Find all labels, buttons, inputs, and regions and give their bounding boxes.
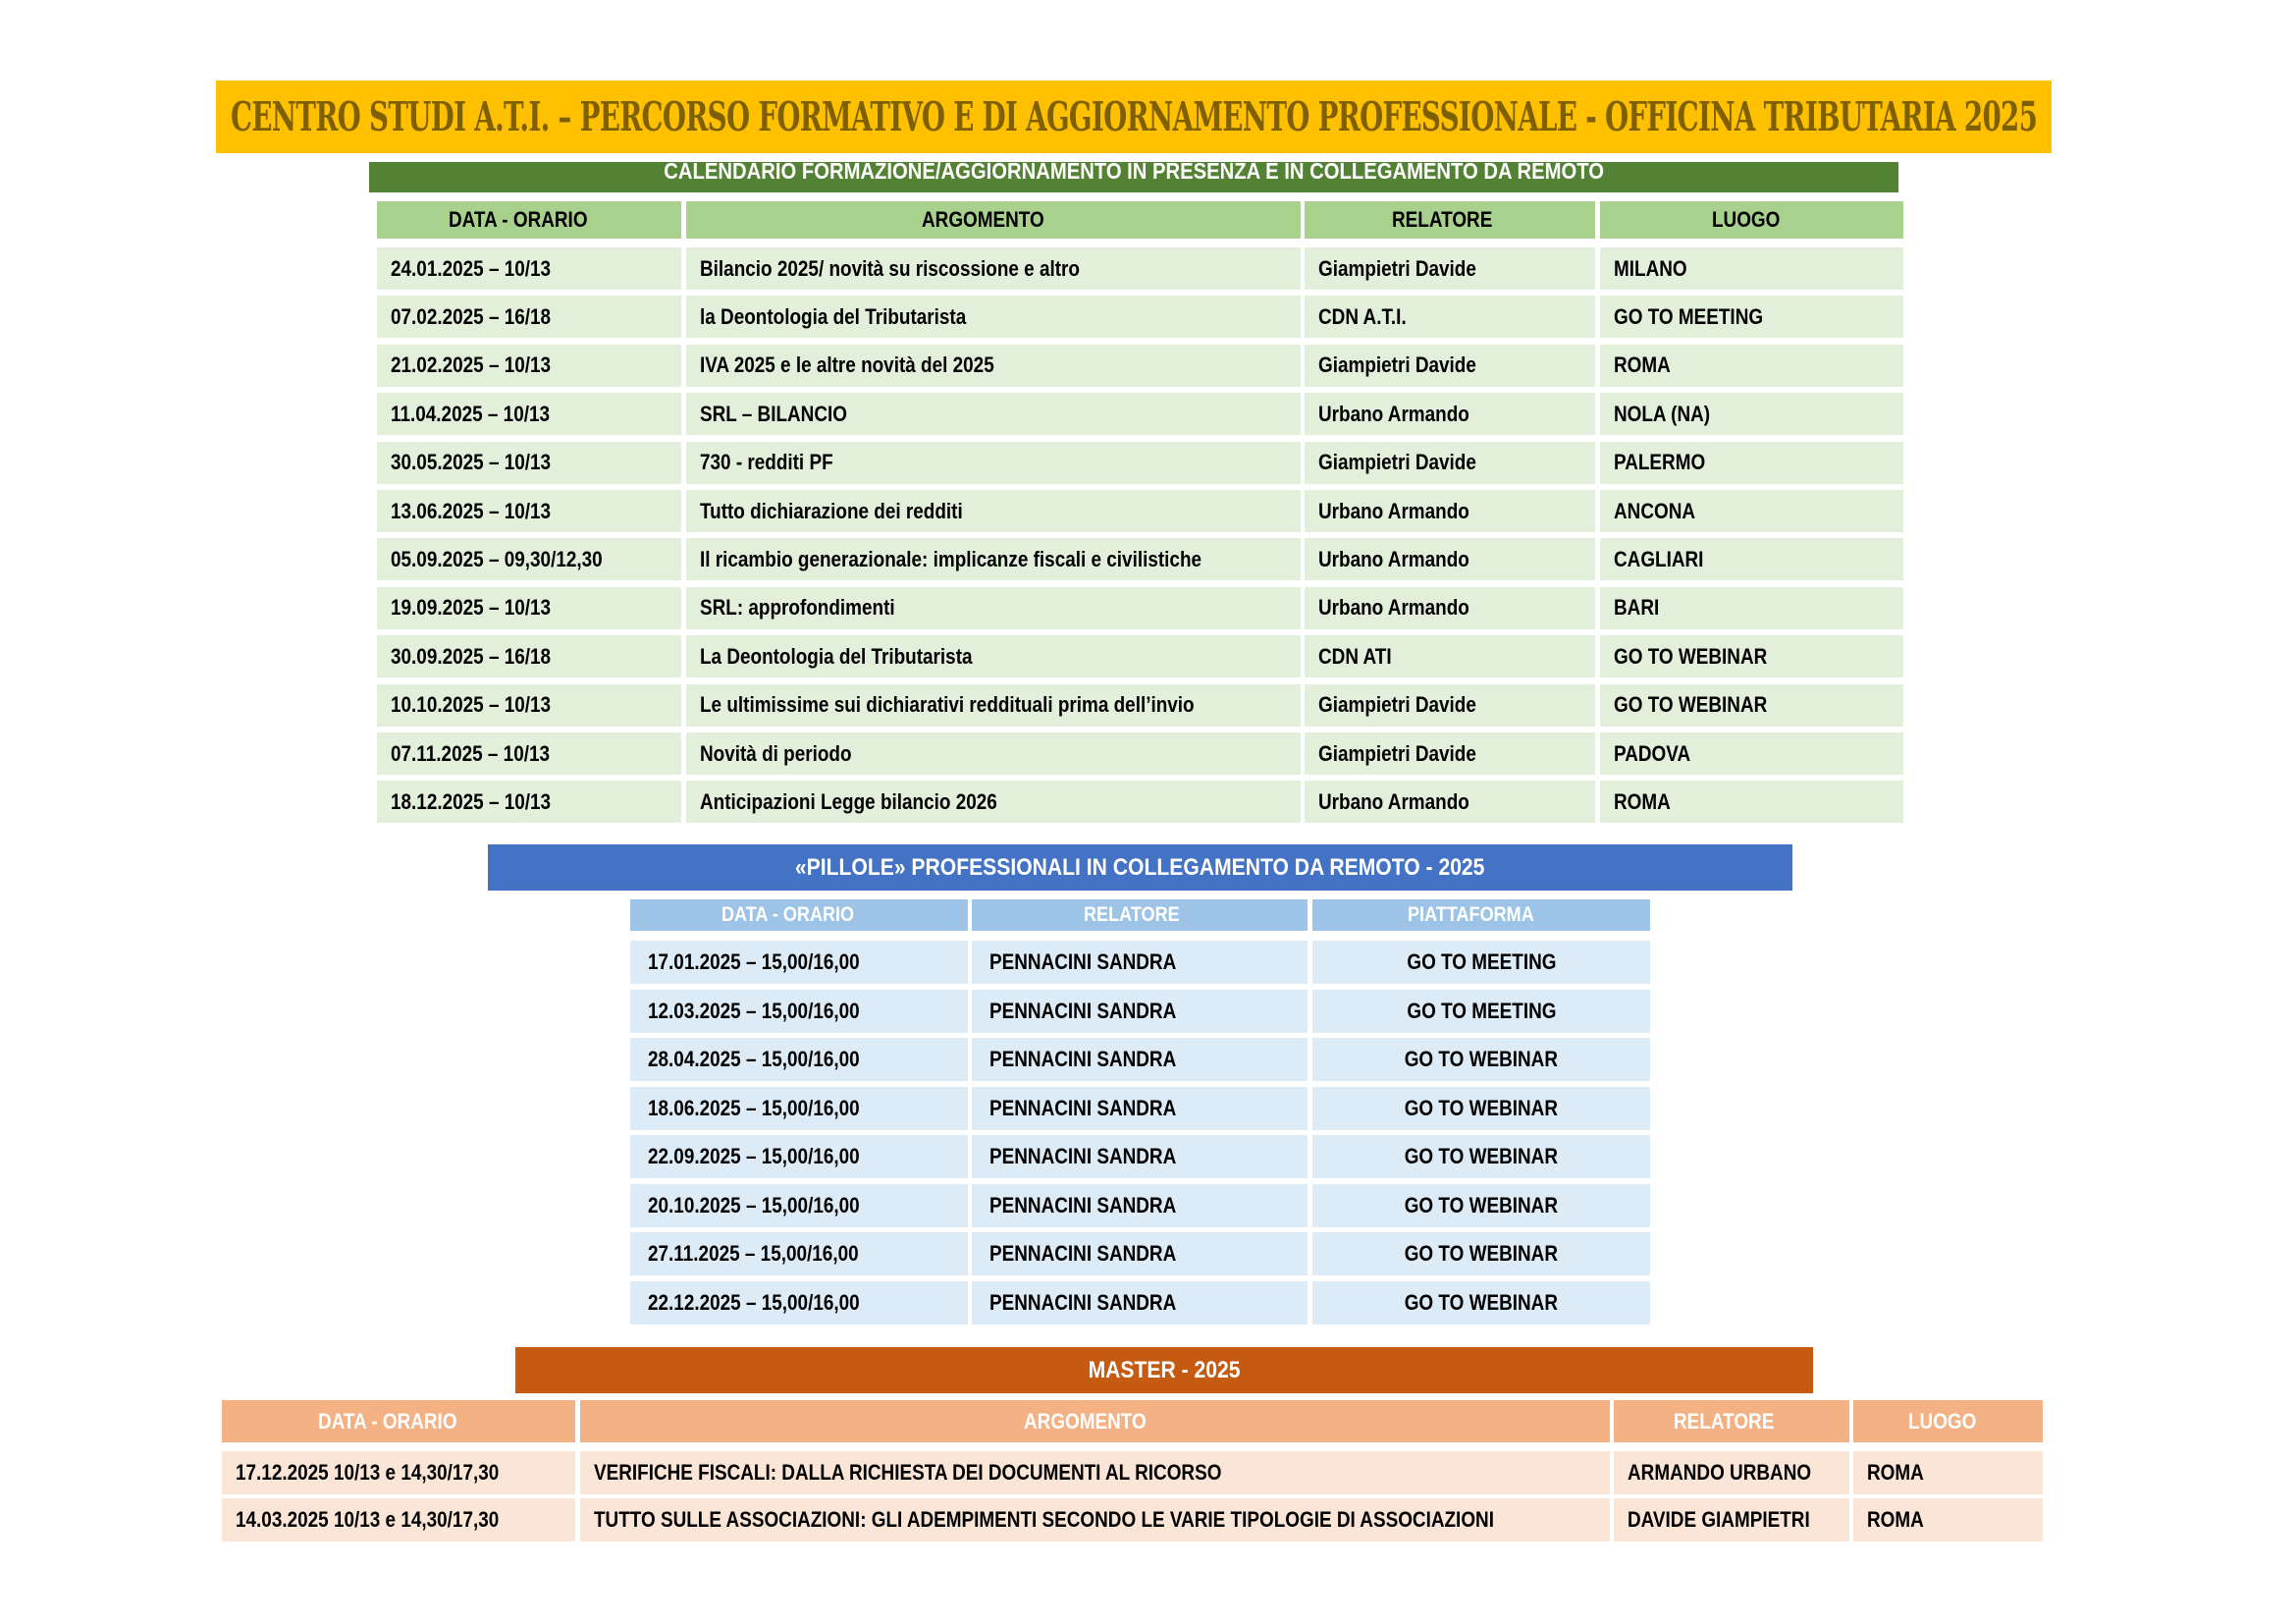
cell-text: Giampietri Davide bbox=[1318, 255, 1476, 281]
table-cell-relatore bbox=[1305, 538, 1595, 580]
table-cell-data-orario bbox=[222, 1498, 575, 1542]
table-row bbox=[377, 490, 1903, 532]
table-row bbox=[222, 1451, 2043, 1494]
cell-text: ARMANDO URBANO bbox=[1628, 1460, 1812, 1485]
cell-text: ROMA bbox=[1867, 1460, 1924, 1485]
table-cell-relatore bbox=[1305, 635, 1595, 677]
cell-text: ROMA bbox=[1867, 1507, 1924, 1532]
cell-text: ROMA bbox=[1614, 788, 1671, 814]
cell-text: Urbano Armando bbox=[1318, 498, 1469, 523]
table-row bbox=[630, 1184, 1650, 1227]
table-row bbox=[630, 1281, 1650, 1325]
table-cell-relatore bbox=[1305, 732, 1595, 775]
cell-text: DATA - ORARIO bbox=[448, 207, 588, 232]
table-row bbox=[630, 941, 1650, 984]
cell-text: 17.12.2025 10/13 e 14,30/17,30 bbox=[236, 1460, 500, 1485]
cell-text: Urbano Armando bbox=[1318, 401, 1469, 426]
cell-text: PIATTAFORMA bbox=[1408, 903, 1534, 926]
column-header-argomento bbox=[580, 1400, 1610, 1442]
table-cell-argomento bbox=[686, 684, 1301, 727]
table-cell-relatore bbox=[972, 990, 1308, 1033]
table-cell-piattaforma bbox=[1312, 990, 1650, 1033]
table-cell-luogo bbox=[1600, 345, 1903, 387]
table-row bbox=[377, 345, 1903, 387]
cell-text: Giampietri Davide bbox=[1318, 352, 1476, 378]
table-cell-data-orario bbox=[377, 538, 681, 580]
pillole-header-row bbox=[630, 899, 1650, 931]
table-cell-argomento bbox=[686, 247, 1301, 290]
cell-text: GO TO WEBINAR bbox=[1614, 643, 1768, 669]
cell-text: 14.03.2025 10/13 e 14,30/17,30 bbox=[236, 1507, 500, 1532]
table-cell-relatore bbox=[1305, 684, 1595, 727]
table-cell-relatore bbox=[1305, 781, 1595, 823]
cell-text: GO TO WEBINAR bbox=[1404, 1047, 1559, 1071]
table-row bbox=[377, 587, 1903, 629]
cell-text: RELATORE bbox=[1084, 903, 1180, 926]
table-cell-relatore bbox=[972, 941, 1308, 984]
calendar-section-heading bbox=[369, 158, 1898, 192]
cell-text: ROMA bbox=[1614, 352, 1671, 378]
table-cell-relatore bbox=[1305, 490, 1595, 532]
cell-text: 22.12.2025 – 15,00/16,00 bbox=[648, 1289, 860, 1315]
cell-text: Giampietri Davide bbox=[1318, 692, 1476, 718]
cell-text: GO TO WEBINAR bbox=[1404, 1095, 1559, 1120]
table-cell-luogo bbox=[1600, 442, 1903, 484]
cell-text: 30.05.2025 – 10/13 bbox=[391, 450, 552, 475]
cell-text: Anticipazioni Legge bilancio 2026 bbox=[700, 788, 997, 814]
cell-text: SRL – BILANCIO bbox=[700, 401, 847, 426]
table-cell-data-orario bbox=[377, 247, 681, 290]
cell-text: LUOGO bbox=[1908, 1408, 1977, 1434]
table-row bbox=[630, 1087, 1650, 1130]
table-cell-data-orario bbox=[377, 635, 681, 677]
table-cell-argomento bbox=[686, 490, 1301, 532]
cell-text: La Deontologia del Tributarista bbox=[700, 643, 973, 669]
cell-text: IVA 2025 e le altre novità del 2025 bbox=[700, 352, 994, 378]
table-cell-data-orario bbox=[377, 732, 681, 775]
cell-text: Tutto dichiarazione dei redditi bbox=[700, 498, 963, 523]
table-cell-relatore bbox=[972, 1038, 1308, 1081]
table-row bbox=[630, 1232, 1650, 1275]
cell-text: PENNACINI SANDRA bbox=[989, 1192, 1177, 1218]
table-cell-piattaforma bbox=[1312, 941, 1650, 984]
table-cell-relatore bbox=[972, 1135, 1308, 1178]
cell-text: PENNACINI SANDRA bbox=[989, 998, 1177, 1023]
column-header-luogo bbox=[1600, 201, 1903, 239]
title-banner bbox=[216, 81, 2052, 153]
table-cell-data-orario bbox=[377, 345, 681, 387]
cell-text: 22.09.2025 – 15,00/16,00 bbox=[648, 1144, 860, 1168]
table-cell-data-orario bbox=[377, 393, 681, 435]
cell-text: 18.06.2025 – 15,00/16,00 bbox=[648, 1095, 860, 1120]
table-cell-relatore bbox=[1305, 296, 1595, 338]
cell-text: 12.03.2025 – 15,00/16,00 bbox=[648, 998, 860, 1023]
cell-text: GO TO MEETING bbox=[1614, 303, 1764, 329]
cell-text: RELATORE bbox=[1391, 207, 1492, 232]
table-cell-luogo bbox=[1600, 296, 1903, 338]
table-cell-argomento bbox=[686, 442, 1301, 484]
cell-text: Giampietri Davide bbox=[1318, 740, 1476, 766]
table-cell-piattaforma bbox=[1312, 1038, 1650, 1081]
calendar-heading-text: CALENDARIO FORMAZIONE/AGGIORNAMENTO IN PRESENZA E IN COLLEGAMENTO DA REMOTO bbox=[664, 158, 1604, 184]
cell-text: GO TO WEBINAR bbox=[1404, 1192, 1559, 1218]
cell-text: GO TO WEBINAR bbox=[1614, 692, 1768, 718]
cell-text: PENNACINI SANDRA bbox=[989, 949, 1177, 974]
table-cell-argomento bbox=[686, 781, 1301, 823]
table-cell-data-orario bbox=[377, 296, 681, 338]
master-heading-text: MASTER - 2025 bbox=[1088, 1356, 1241, 1383]
cell-text: PENNACINI SANDRA bbox=[989, 1047, 1177, 1071]
table-cell-data-orario bbox=[377, 442, 681, 484]
table-cell-argomento bbox=[580, 1451, 1610, 1494]
table-row bbox=[377, 442, 1903, 484]
cell-text: GO TO MEETING bbox=[1406, 949, 1557, 974]
cell-text: MILANO bbox=[1614, 255, 1687, 281]
cell-text: Novità di periodo bbox=[700, 740, 852, 766]
table-cell-luogo bbox=[1600, 635, 1903, 677]
table-cell-relatore bbox=[1614, 1451, 1849, 1494]
table-cell-relatore bbox=[1305, 345, 1595, 387]
cell-text: la Deontologia del Tributarista bbox=[700, 303, 967, 329]
cell-text: Urbano Armando bbox=[1318, 595, 1469, 621]
table-row bbox=[377, 538, 1903, 580]
cell-text: Urbano Armando bbox=[1318, 546, 1469, 571]
master-header-row bbox=[222, 1400, 2043, 1442]
table-cell-luogo bbox=[1600, 732, 1903, 775]
cell-text: GO TO WEBINAR bbox=[1404, 1144, 1559, 1168]
table-cell-luogo bbox=[1853, 1498, 2043, 1542]
column-header-data-orario bbox=[377, 201, 681, 239]
table-cell-luogo bbox=[1600, 490, 1903, 532]
calendar-header-row bbox=[377, 201, 1903, 239]
table-cell-relatore bbox=[1305, 247, 1595, 290]
cell-text: GO TO WEBINAR bbox=[1404, 1241, 1559, 1266]
cell-text: Il ricambio generazionale: implicanze fiscali e civilistiche bbox=[700, 546, 1202, 571]
table-cell-luogo bbox=[1600, 781, 1903, 823]
table-cell-luogo bbox=[1600, 684, 1903, 727]
table-row bbox=[630, 990, 1650, 1033]
cell-text: 19.09.2025 – 10/13 bbox=[391, 595, 552, 621]
table-cell-luogo bbox=[1600, 247, 1903, 290]
table-cell-piattaforma bbox=[1312, 1135, 1650, 1178]
table-cell-relatore bbox=[972, 1232, 1308, 1275]
cell-text: PENNACINI SANDRA bbox=[989, 1095, 1177, 1120]
cell-text: PENNACINI SANDRA bbox=[989, 1144, 1177, 1168]
cell-text: 17.01.2025 – 15,00/16,00 bbox=[648, 949, 860, 974]
table-row bbox=[222, 1498, 2043, 1542]
cell-text: SRL: approfondimenti bbox=[700, 595, 895, 621]
pillole-heading-text: «PILLOLE» PROFESSIONALI IN COLLEGAMENTO DA REMOTO - 2025 bbox=[795, 853, 1485, 881]
table-cell-data-orario bbox=[630, 1281, 968, 1325]
cell-text: BARI bbox=[1614, 595, 1660, 621]
table-cell-luogo bbox=[1853, 1451, 2043, 1494]
cell-text: GO TO MEETING bbox=[1406, 998, 1557, 1023]
cell-text: 27.11.2025 – 15,00/16,00 bbox=[648, 1241, 859, 1266]
cell-text: DATA - ORARIO bbox=[317, 1408, 457, 1434]
page-title: CENTRO STUDI A.T.I. – PERCORSO FORMATIVO E DI AGGIORNAMENTO PROFESSIONALE - OFFICINA TRIBUTARIA 2025 bbox=[230, 93, 2038, 140]
cell-text: 24.01.2025 – 10/13 bbox=[391, 255, 552, 281]
cell-text: 18.12.2025 – 10/13 bbox=[391, 788, 552, 814]
column-header-relatore bbox=[972, 899, 1308, 931]
table-cell-relatore bbox=[1305, 442, 1595, 484]
cell-text: CAGLIARI bbox=[1614, 546, 1704, 571]
table-row bbox=[630, 1135, 1650, 1178]
cell-text: 13.06.2025 – 10/13 bbox=[391, 498, 552, 523]
column-header-data-orario bbox=[630, 899, 968, 931]
table-cell-relatore bbox=[1614, 1498, 1849, 1542]
table-cell-argomento bbox=[580, 1498, 1610, 1542]
column-header-relatore bbox=[1305, 201, 1595, 239]
table-cell-argomento bbox=[686, 635, 1301, 677]
table-cell-piattaforma bbox=[1312, 1281, 1650, 1325]
cell-text: CDN A.T.I. bbox=[1318, 303, 1407, 329]
cell-text: 20.10.2025 – 15,00/16,00 bbox=[648, 1192, 860, 1218]
table-row bbox=[377, 247, 1903, 290]
table-cell-piattaforma bbox=[1312, 1232, 1650, 1275]
cell-text: TUTTO SULLE ASSOCIAZIONI: GLI ADEMPIMENTI SECONDO LE VARIE TIPOLOGIE DI ASSOCIAZIONI bbox=[594, 1507, 1494, 1532]
table-cell-data-orario bbox=[377, 684, 681, 727]
cell-text: Le ultimissime sui dichiarativi reddituali prima dell’invio bbox=[700, 692, 1195, 718]
table-row bbox=[377, 296, 1903, 338]
table-cell-data-orario bbox=[630, 990, 968, 1033]
column-header-data-orario bbox=[222, 1400, 575, 1442]
table-cell-argomento bbox=[686, 393, 1301, 435]
table-row bbox=[630, 1038, 1650, 1081]
cell-text: Giampietri Davide bbox=[1318, 450, 1476, 475]
table-cell-data-orario bbox=[630, 1184, 968, 1227]
cell-text: 07.11.2025 – 10/13 bbox=[391, 740, 551, 766]
cell-text: CDN ATI bbox=[1318, 643, 1392, 669]
table-cell-argomento bbox=[686, 587, 1301, 629]
table-cell-data-orario bbox=[377, 781, 681, 823]
table-cell-luogo bbox=[1600, 587, 1903, 629]
table-cell-luogo bbox=[1600, 538, 1903, 580]
table-row bbox=[377, 393, 1903, 435]
table-cell-argomento bbox=[686, 296, 1301, 338]
cell-text: ARGOMENTO bbox=[922, 207, 1045, 232]
table-row bbox=[377, 684, 1903, 727]
pillole-section-heading bbox=[488, 844, 1792, 891]
table-cell-relatore bbox=[972, 1281, 1308, 1325]
cell-text: ANCONA bbox=[1614, 498, 1696, 523]
cell-text: 10.10.2025 – 10/13 bbox=[391, 692, 552, 718]
table-cell-data-orario bbox=[630, 1135, 968, 1178]
table-cell-data-orario bbox=[377, 587, 681, 629]
table-cell-data-orario bbox=[630, 1232, 968, 1275]
table-cell-data-orario bbox=[630, 1087, 968, 1130]
cell-text: ARGOMENTO bbox=[1023, 1408, 1147, 1434]
master-section-heading bbox=[515, 1347, 1813, 1393]
cell-text: 11.04.2025 – 10/13 bbox=[391, 401, 551, 426]
column-header-luogo bbox=[1853, 1400, 2043, 1442]
column-header-argomento bbox=[686, 201, 1301, 239]
table-cell-piattaforma bbox=[1312, 1184, 1650, 1227]
table-cell-relatore bbox=[1305, 393, 1595, 435]
cell-text: PALERMO bbox=[1614, 450, 1706, 475]
cell-text: 21.02.2025 – 10/13 bbox=[391, 352, 552, 378]
table-cell-data-orario bbox=[630, 1038, 968, 1081]
cell-text: VERIFICHE FISCALI: DALLA RICHIESTA DEI DOCUMENTI AL RICORSO bbox=[594, 1460, 1222, 1485]
cell-text: 07.02.2025 – 16/18 bbox=[391, 303, 552, 329]
cell-text: RELATORE bbox=[1673, 1408, 1774, 1434]
table-cell-piattaforma bbox=[1312, 1087, 1650, 1130]
cell-text: PENNACINI SANDRA bbox=[989, 1289, 1177, 1315]
cell-text: PENNACINI SANDRA bbox=[989, 1241, 1177, 1266]
table-row bbox=[377, 732, 1903, 775]
table-cell-relatore bbox=[972, 1087, 1308, 1130]
table-row bbox=[377, 781, 1903, 823]
table-cell-relatore bbox=[972, 1184, 1308, 1227]
table-cell-data-orario bbox=[222, 1451, 575, 1494]
cell-text: DAVIDE GIAMPIETRI bbox=[1628, 1507, 1810, 1532]
cell-text: GO TO WEBINAR bbox=[1404, 1289, 1559, 1315]
cell-text: 05.09.2025 – 09,30/12,30 bbox=[391, 546, 603, 571]
column-header-relatore bbox=[1614, 1400, 1849, 1442]
table-cell-relatore bbox=[1305, 587, 1595, 629]
cell-text: 30.09.2025 – 16/18 bbox=[391, 643, 552, 669]
column-header-piattaforma bbox=[1312, 899, 1650, 931]
cell-text: Bilancio 2025/ novità su riscossione e altro bbox=[700, 255, 1080, 281]
cell-text: DATA - ORARIO bbox=[721, 903, 855, 926]
cell-text: NOLA (NA) bbox=[1614, 401, 1711, 426]
table-cell-argomento bbox=[686, 538, 1301, 580]
cell-text: Urbano Armando bbox=[1318, 788, 1469, 814]
table-cell-luogo bbox=[1600, 393, 1903, 435]
table-cell-data-orario bbox=[630, 941, 968, 984]
cell-text: LUOGO bbox=[1712, 207, 1781, 232]
table-cell-argomento bbox=[686, 732, 1301, 775]
table-cell-argomento bbox=[686, 345, 1301, 387]
table-cell-data-orario bbox=[377, 490, 681, 532]
table-row bbox=[377, 635, 1903, 677]
cell-text: 28.04.2025 – 15,00/16,00 bbox=[648, 1047, 860, 1071]
cell-text: 730 - redditi PF bbox=[700, 450, 833, 475]
cell-text: PADOVA bbox=[1614, 740, 1691, 766]
